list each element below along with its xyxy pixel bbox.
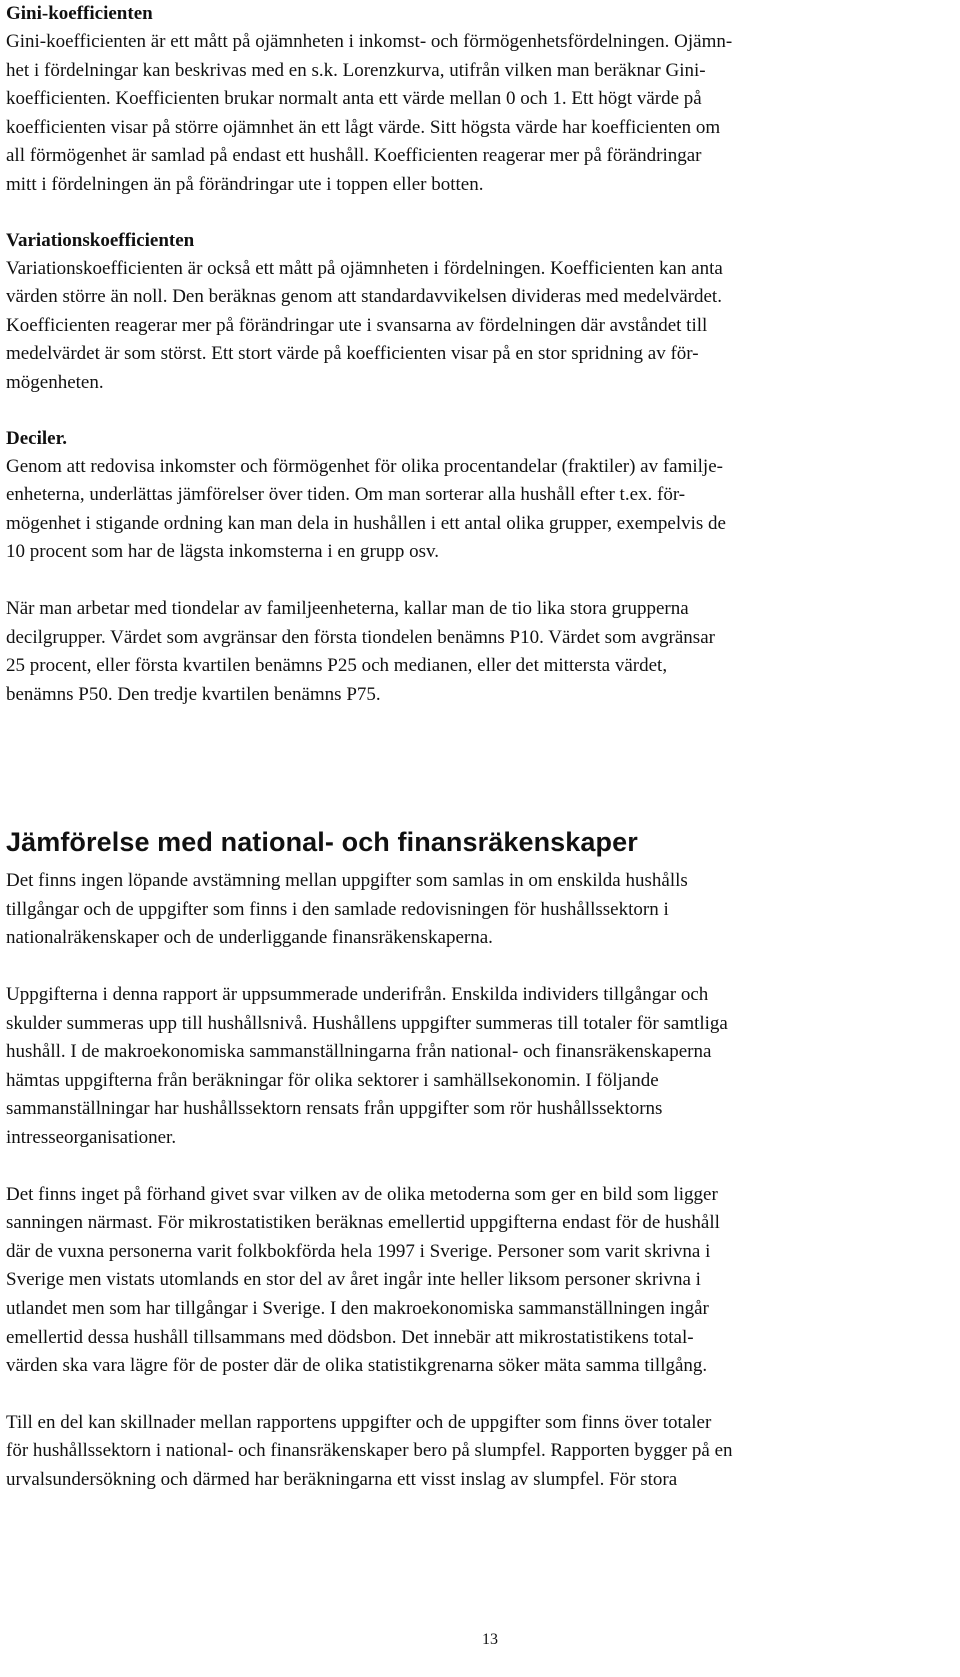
spacer	[6, 953, 954, 981]
comparison-paragraph-4: Till en del kan skillnader mellan rapportens uppgifter och de uppgifter som finns över totaler för hushållssektorn i national- och finansräkenskaper bero på slumpfel. Rapporten bygger på en urvalsundersökning och därmed har beräkningarna ett visst inslag av slumpfel. För stora	[6, 1411, 733, 1490]
variation-heading: Variationskoefficienten	[6, 229, 195, 251]
comparison-heading: Jämförelse med national- och finansräkenskaper	[6, 827, 638, 858]
page-number: 13	[482, 1631, 498, 1648]
deciler-paragraph-1: Genom att redovisa inkomster och förmögenhet för olika procentandelar (fraktiler) av familje- enheterna, underlättas jämförelser över tiden. Om man sorterar alla hushåll efter t.ex. för- mögenhet i stigande ordning kan man dela in hushållen i ett antal olika grupper, exempelvis de 10 procent som har de lägsta inkomsterna i en grupp osv.	[6, 455, 726, 563]
page-content	[6, 0, 954, 1495]
section-spacer	[6, 709, 954, 822]
spacer	[6, 1381, 954, 1409]
comparison-paragraph-3: Det finns inget på förhand givet svar vilken av de olika metoderna som ger en bild som ligger sanningen närmast. För mikrostatistiken beräknas emellertid uppgifterna endast för de hushåll där de vuxna personerna varit folkbokförda hela 1997 i Sverige. Personer som varit skrivna i Sverige men vistats utomlands en stor del av året ingår inte heller liksom personer skrivna i utlandet men som har tillgångar i Sverige. I den makroekonomiska sammanställningen ingår emellertid dessa hushåll tillsammans med dödsbon. Det innebär att mikrostatistikens total- värden ska vara lägre för de poster där de olika statistikgrenarna söker mäta samma tillgång.	[6, 1183, 720, 1377]
gini-paragraph: Gini-koefficienten är ett mått på ojämnheten i inkomst- och förmögenhetsfördelningen. Ojämn- het i fördelningar kan beskrivas med en s.k. Lorenzkurva, utifrån vilken man beräknar Gini- koefficienten. Koefficienten brukar normalt anta ett värde mellan 0 och 1. Ett högt värde på koefficienten visar på större ojämnhet än ett lågt värde. Sitt högsta värde har koefficienten om all förmögenhet är samlad på endast ett hushåll. Koefficienten reagerar mer på förändringar mitt i fördelningen än på förändringar ute i toppen eller botten.	[6, 31, 733, 195]
deciler-heading: Deciler.	[6, 427, 68, 449]
deciler-paragraph-2: När man arbetar med tiondelar av familjeenheterna, kallar man de tio lika stora grupperna decilgrupper. Värdet som avgränsar den första tiondelen benämns P10. Värdet som avgränsar 25 procent, eller första kvartilen benämns P25 och medianen, eller det mittersta värdet, benämns P50. Den tredje kvartilen benämns P75.	[6, 597, 715, 705]
variation-paragraph: Variationskoefficienten är också ett mått på ojämnheten i fördelningen. Koefficienten kan anta värden större än noll. Den beräknas genom att standardavvikelsen divideras med medelvärdet. Koefficienten reagerar mer på förändringar ute i svansarna av fördelningen där avståndet till medelvärdet är som störst. Ett stort värde på koefficienten visar på en stor spridning av för- mögenheten.	[6, 257, 723, 393]
comparison-paragraph-1: Det finns ingen löpande avstämning mellan uppgifter som samlas in om enskilda hushålls tillgångar och de uppgifter som finns i den samlade redovisningen för hushållssektorn i nationalräkenskaper och de underliggande finansräkenskaperna.	[6, 870, 688, 949]
gini-heading: Gini-koefficienten	[6, 3, 153, 24]
spacer	[6, 200, 954, 227]
spacer	[6, 1153, 954, 1181]
spacer	[6, 567, 954, 595]
spacer	[6, 398, 954, 425]
comparison-paragraph-2: Uppgifterna i denna rapport är uppsummerade underifrån. Enskilda individers tillgångar och skulder summeras upp till hushållsnivå. Hushållens uppgifter summeras till totaler för samtliga hushåll. I de makroekonomiska sammanställningarna från national- och finansräkenskaperna hämtas uppgifterna från beräkningar för olika sektorer i samhällsekonomin. I följande sammanställningar har hushållssektorn rensats från uppgifter som rör hushållssektorns intresseorganisationer.	[6, 984, 728, 1149]
